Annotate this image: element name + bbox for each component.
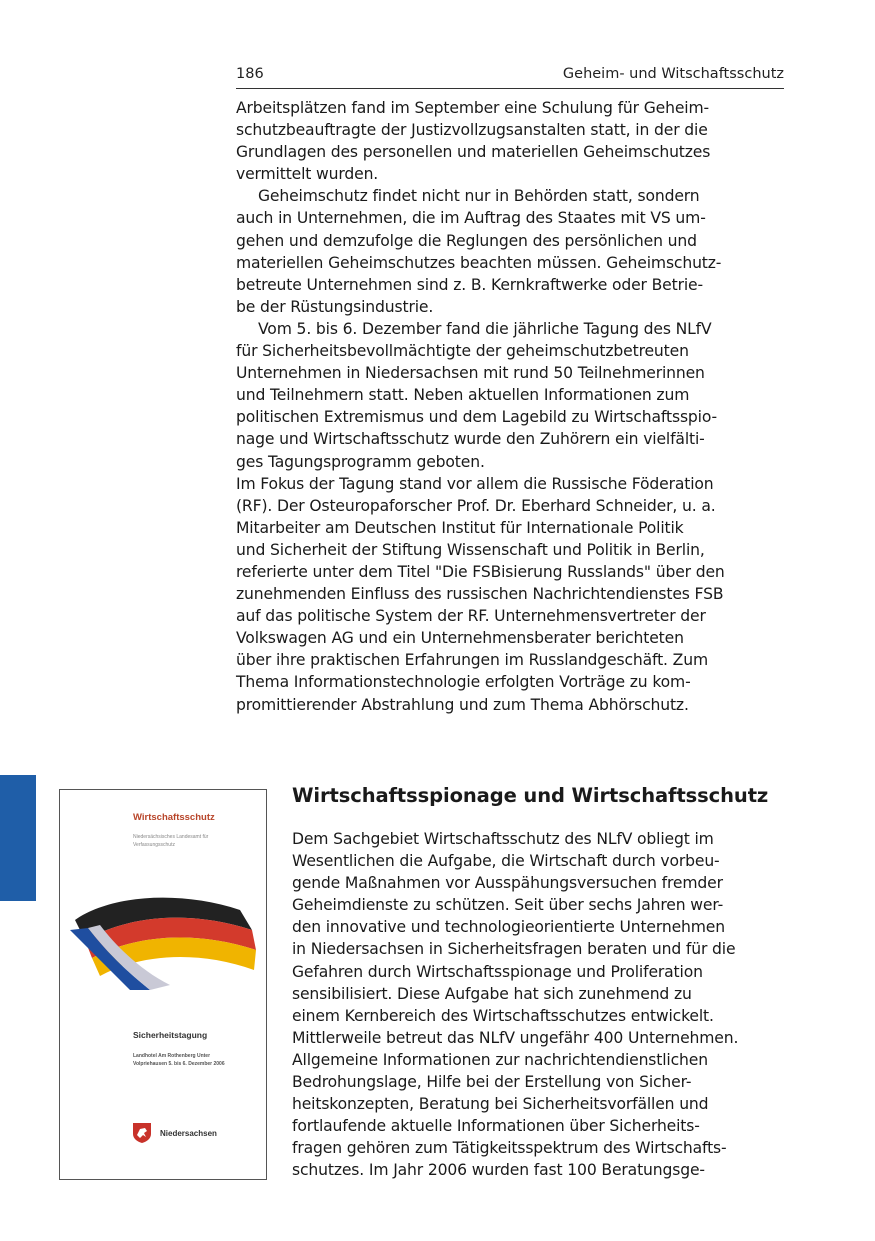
- text-line: sensibilisiert. Diese Aufgabe hat sich zunehmend zu: [292, 984, 692, 1003]
- brochure-image: [59, 789, 267, 1180]
- text-line: Bedrohungslage, Hilfe bei der Erstellung von Sicher-: [292, 1073, 692, 1092]
- body-text-section: [292, 828, 792, 1182]
- text-line: Mitarbeiter am Deutschen Institut für Internationale Politik: [236, 518, 684, 537]
- text-line: den innovative und technologieorientierte Unternehmen: [292, 918, 725, 937]
- text-line: Thema Informationstechnologie erfolgten Vorträge zu kom-: [236, 673, 691, 692]
- text-line: Dem Sachgebiet Wirtschaftsschutz des NLfV obliegt im: [292, 830, 714, 848]
- flag-ribbon-graphic: [70, 890, 260, 1000]
- running-title: Geheim- und Witschaftsschutz: [562, 66, 784, 82]
- brochure-event: Sicherheitstagung: [133, 1030, 208, 1040]
- page-number: 186: [236, 66, 264, 82]
- text-line: und Sicherheit der Stiftung Wissenschaft und Politik in Berlin,: [236, 540, 705, 559]
- text-line: auf das politische System der RF. Unternehmensvertreter der: [236, 607, 706, 626]
- text-line: referierte unter dem Titel "Die FSBisierung Russlands" über den: [236, 562, 725, 581]
- crest-icon: [132, 1122, 152, 1144]
- text-line: schutzes. Im Jahr 2006 wurden fast 100 Beratungsge-: [292, 1161, 705, 1180]
- text-line: betreute Unternehmen sind z. B. Kernkraftwerke oder Betrie-: [236, 275, 703, 294]
- text-line: promittierender Abstrahlung und zum Thema Abhörschutz.: [236, 695, 689, 714]
- text-line: (RF). Der Osteuropaforscher Prof. Dr. Eberhard Schneider, u. a.: [236, 496, 716, 515]
- body-text-top: [236, 97, 788, 716]
- text-line: zunehmenden Einfluss des russischen Nachrichtendienstes FSB: [236, 585, 724, 604]
- text-line: auch in Unternehmen, die im Auftrag des Staates mit VS um-: [236, 209, 706, 228]
- text-line: gende Maßnahmen vor Ausspähungsversuchen fremder: [292, 874, 723, 893]
- text-line: materiellen Geheimschutzes beachten müssen. Geheimschutz-: [236, 253, 722, 272]
- text-line: über ihre praktischen Erfahrungen im Russlandgeschäft. Zum: [236, 651, 708, 670]
- text-line: und Teilnehmern statt. Neben aktuellen Informationen zum: [236, 386, 690, 405]
- sidebar-tab: [0, 775, 36, 901]
- brochure-title: Wirtschaftsschutz: [133, 812, 215, 823]
- brochure-details: Landhotel Am Rothenberg Unter Volpriehausen 5. bis 6. Dezember 2006: [133, 1053, 225, 1067]
- text-line: Geheimdienste zu schützen. Seit über sechs Jahren wer-: [292, 896, 724, 915]
- text-line: gehen und demzufolge die Reglungen des persönlichen und: [236, 231, 697, 250]
- text-line: Gefahren durch Wirtschaftsspionage und Proliferation: [292, 962, 703, 981]
- text-line: Arbeitsplätzen fand im September eine Schulung für Geheim-: [236, 99, 709, 117]
- text-line: Im Fokus der Tagung stand vor allem die Russische Föderation: [236, 474, 714, 493]
- text-line: schutzbeauftragte der Justizvollzugsanstalten statt, in der die: [236, 121, 708, 140]
- text-line: Mittlerweile betreut das NLfV ungefähr 400 Unternehmen.: [292, 1028, 739, 1047]
- text-line: Unternehmen in Niedersachsen mit rund 50 Teilnehmerinnen: [236, 364, 705, 383]
- running-header: [236, 66, 784, 89]
- brochure-state-name: Niedersachsen: [160, 1129, 217, 1138]
- text-line: Wesentlichen die Aufgabe, die Wirtschaft durch vorbeu-: [292, 852, 720, 871]
- text-line: fortlaufende aktuelle Informationen über Sicherheits-: [292, 1117, 700, 1136]
- text-line: politischen Extremismus und dem Lagebild zu Wirtschaftsspio-: [236, 408, 718, 427]
- brochure-subtitle: Niedersächsisches Landesamt für Verfassungsschutz: [133, 834, 209, 848]
- text-line: Geheimschutz findet nicht nur in Behörden statt, sondern: [258, 187, 700, 206]
- text-line: nage und Wirtschaftsschutz wurde den Zuhörern ein vielfälti-: [236, 430, 705, 449]
- text-line: in Niedersachsen in Sicherheitsfragen beraten und für die: [292, 940, 736, 959]
- text-line: für Sicherheitsbevollmächtigte der geheimschutzbetreuten: [236, 342, 689, 361]
- text-line: einem Kernbereich des Wirtschaftsschutzes entwickelt.: [292, 1006, 714, 1025]
- text-line: Allgemeine Informationen zur nachrichtendienstlichen: [292, 1050, 708, 1069]
- section-heading: Wirtschaftsspionage und Wirtschaftsschutz: [292, 784, 769, 807]
- text-line: Volkswagen AG und ein Unternehmensberater berichteten: [236, 629, 684, 648]
- text-line: vermittelt wurden.: [236, 165, 379, 184]
- text-line: ges Tagungsprogramm geboten.: [236, 452, 485, 471]
- text-line: heitskonzepten, Beratung bei Sicherheitsvorfällen und: [292, 1095, 709, 1114]
- text-line: Vom 5. bis 6. Dezember fand die jährliche Tagung des NLfV: [258, 319, 712, 338]
- text-line: Grundlagen des personellen und materiellen Geheimschutzes: [236, 143, 711, 162]
- text-line: be der Rüstungsindustrie.: [236, 297, 434, 316]
- text-line: fragen gehören zum Tätigkeitsspektrum des Wirtschafts-: [292, 1139, 727, 1158]
